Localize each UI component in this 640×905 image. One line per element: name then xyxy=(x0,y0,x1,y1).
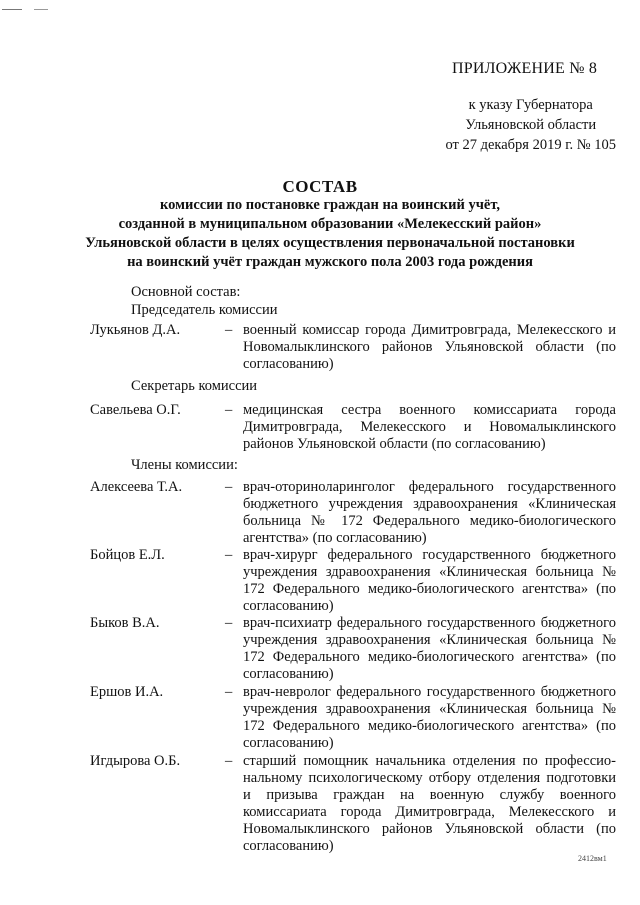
member-name: Савельева О.Г. xyxy=(90,402,181,418)
section-main-composition: Основной состав: xyxy=(131,284,241,300)
member-entry xyxy=(90,479,616,547)
subtitle-line: Ульяновской области в целях осуществления первоначальной постановки xyxy=(85,235,575,251)
document-code: 2412вм1 xyxy=(578,854,607,863)
chairman-entry xyxy=(90,322,616,373)
member-position: врач-невролог федерального государственного бюджетного учреждения здравоохранения «Клиническая больница № 172 Федерального медико-биологического агентства» (по согласованию) xyxy=(243,684,616,751)
member-name: Бойцов Е.Л. xyxy=(90,547,165,563)
member-entry xyxy=(90,615,616,683)
subtitle-line: созданной в муниципальном образовании «Мелекесский район» xyxy=(118,216,542,232)
member-position: военный комиссар города Димитровграда, Мелекесского и Новомалыклинского районов Ульяновской области (по согласованию) xyxy=(243,322,616,372)
dash-separator: – xyxy=(225,615,233,631)
member-entry xyxy=(90,753,616,855)
section-secretary: Секретарь комиссии xyxy=(131,378,258,394)
appendix-number: ПРИЛОЖЕНИЕ № 8 xyxy=(452,60,598,77)
decree-line: к указу Губернатора xyxy=(468,97,593,113)
member-name: Быков В.А. xyxy=(90,615,160,631)
dash-separator: – xyxy=(225,547,233,563)
decree-date: от 27 декабря 2019 г. № 105 xyxy=(445,137,616,153)
dash-separator: – xyxy=(225,322,233,338)
section-members: Члены комиссии: xyxy=(131,457,238,473)
scan-mark xyxy=(2,9,22,10)
subtitle-line: комиссии по постановке граждан на воинский учёт, xyxy=(159,197,501,213)
member-position: медицинская сестра военного комиссариата города Димитровграда, Мелекесского и Новомалыклинского районов Ульяновской области (по согласованию) xyxy=(243,402,616,452)
member-position: врач-хирург федерального государственного бюджетного учреждения здравоохранения «Клиническая больница № 172 Федерального медико-биологического агентства» (по согласованию) xyxy=(243,547,616,614)
member-position: врач-психиатр федерального государственного бюджетного учреждения здравоохранения «Клиническая больница № 172 Федерального медико-биологического агентства» (по согласованию) xyxy=(243,615,616,682)
dash-separator: – xyxy=(225,479,233,495)
member-name: Игдырова О.Б. xyxy=(90,753,181,769)
dash-separator: – xyxy=(225,684,233,700)
member-entry xyxy=(90,684,616,752)
member-name: Алексеева Т.А. xyxy=(90,479,183,495)
member-entry xyxy=(90,547,616,615)
section-chairman: Председатель комиссии xyxy=(131,302,278,318)
document-title: СОСТАВ xyxy=(282,177,358,196)
dash-separator: – xyxy=(225,753,233,769)
member-position: врач-оториноларинголог федерального государственного бюджетного учреждения здравоохранения «Клиническая больница № 172 Федерального медико-биологического агентства» (по согласованию) xyxy=(243,479,616,546)
dash-separator: – xyxy=(225,402,233,418)
member-name: Лукьянов Д.А. xyxy=(90,322,181,338)
subtitle-line: на воинский учёт граждан мужского пола 2003 года рождения xyxy=(127,254,533,270)
scan-mark xyxy=(34,9,48,10)
secretary-entry xyxy=(90,402,616,453)
member-name: Ершов И.А. xyxy=(90,684,164,700)
decree-reference xyxy=(445,95,616,155)
member-position: старший помощник начальника отделения по профессиональному психологическому отбору отделения подготовки и призыва граждан на военную службу военного комиссариата города Димитровграда, Мелекесского и Новомалыклинского районов Ульяновской области (по согласованию) xyxy=(243,753,616,854)
decree-line: Ульяновской области xyxy=(465,117,597,133)
document-subtitle xyxy=(40,196,620,272)
